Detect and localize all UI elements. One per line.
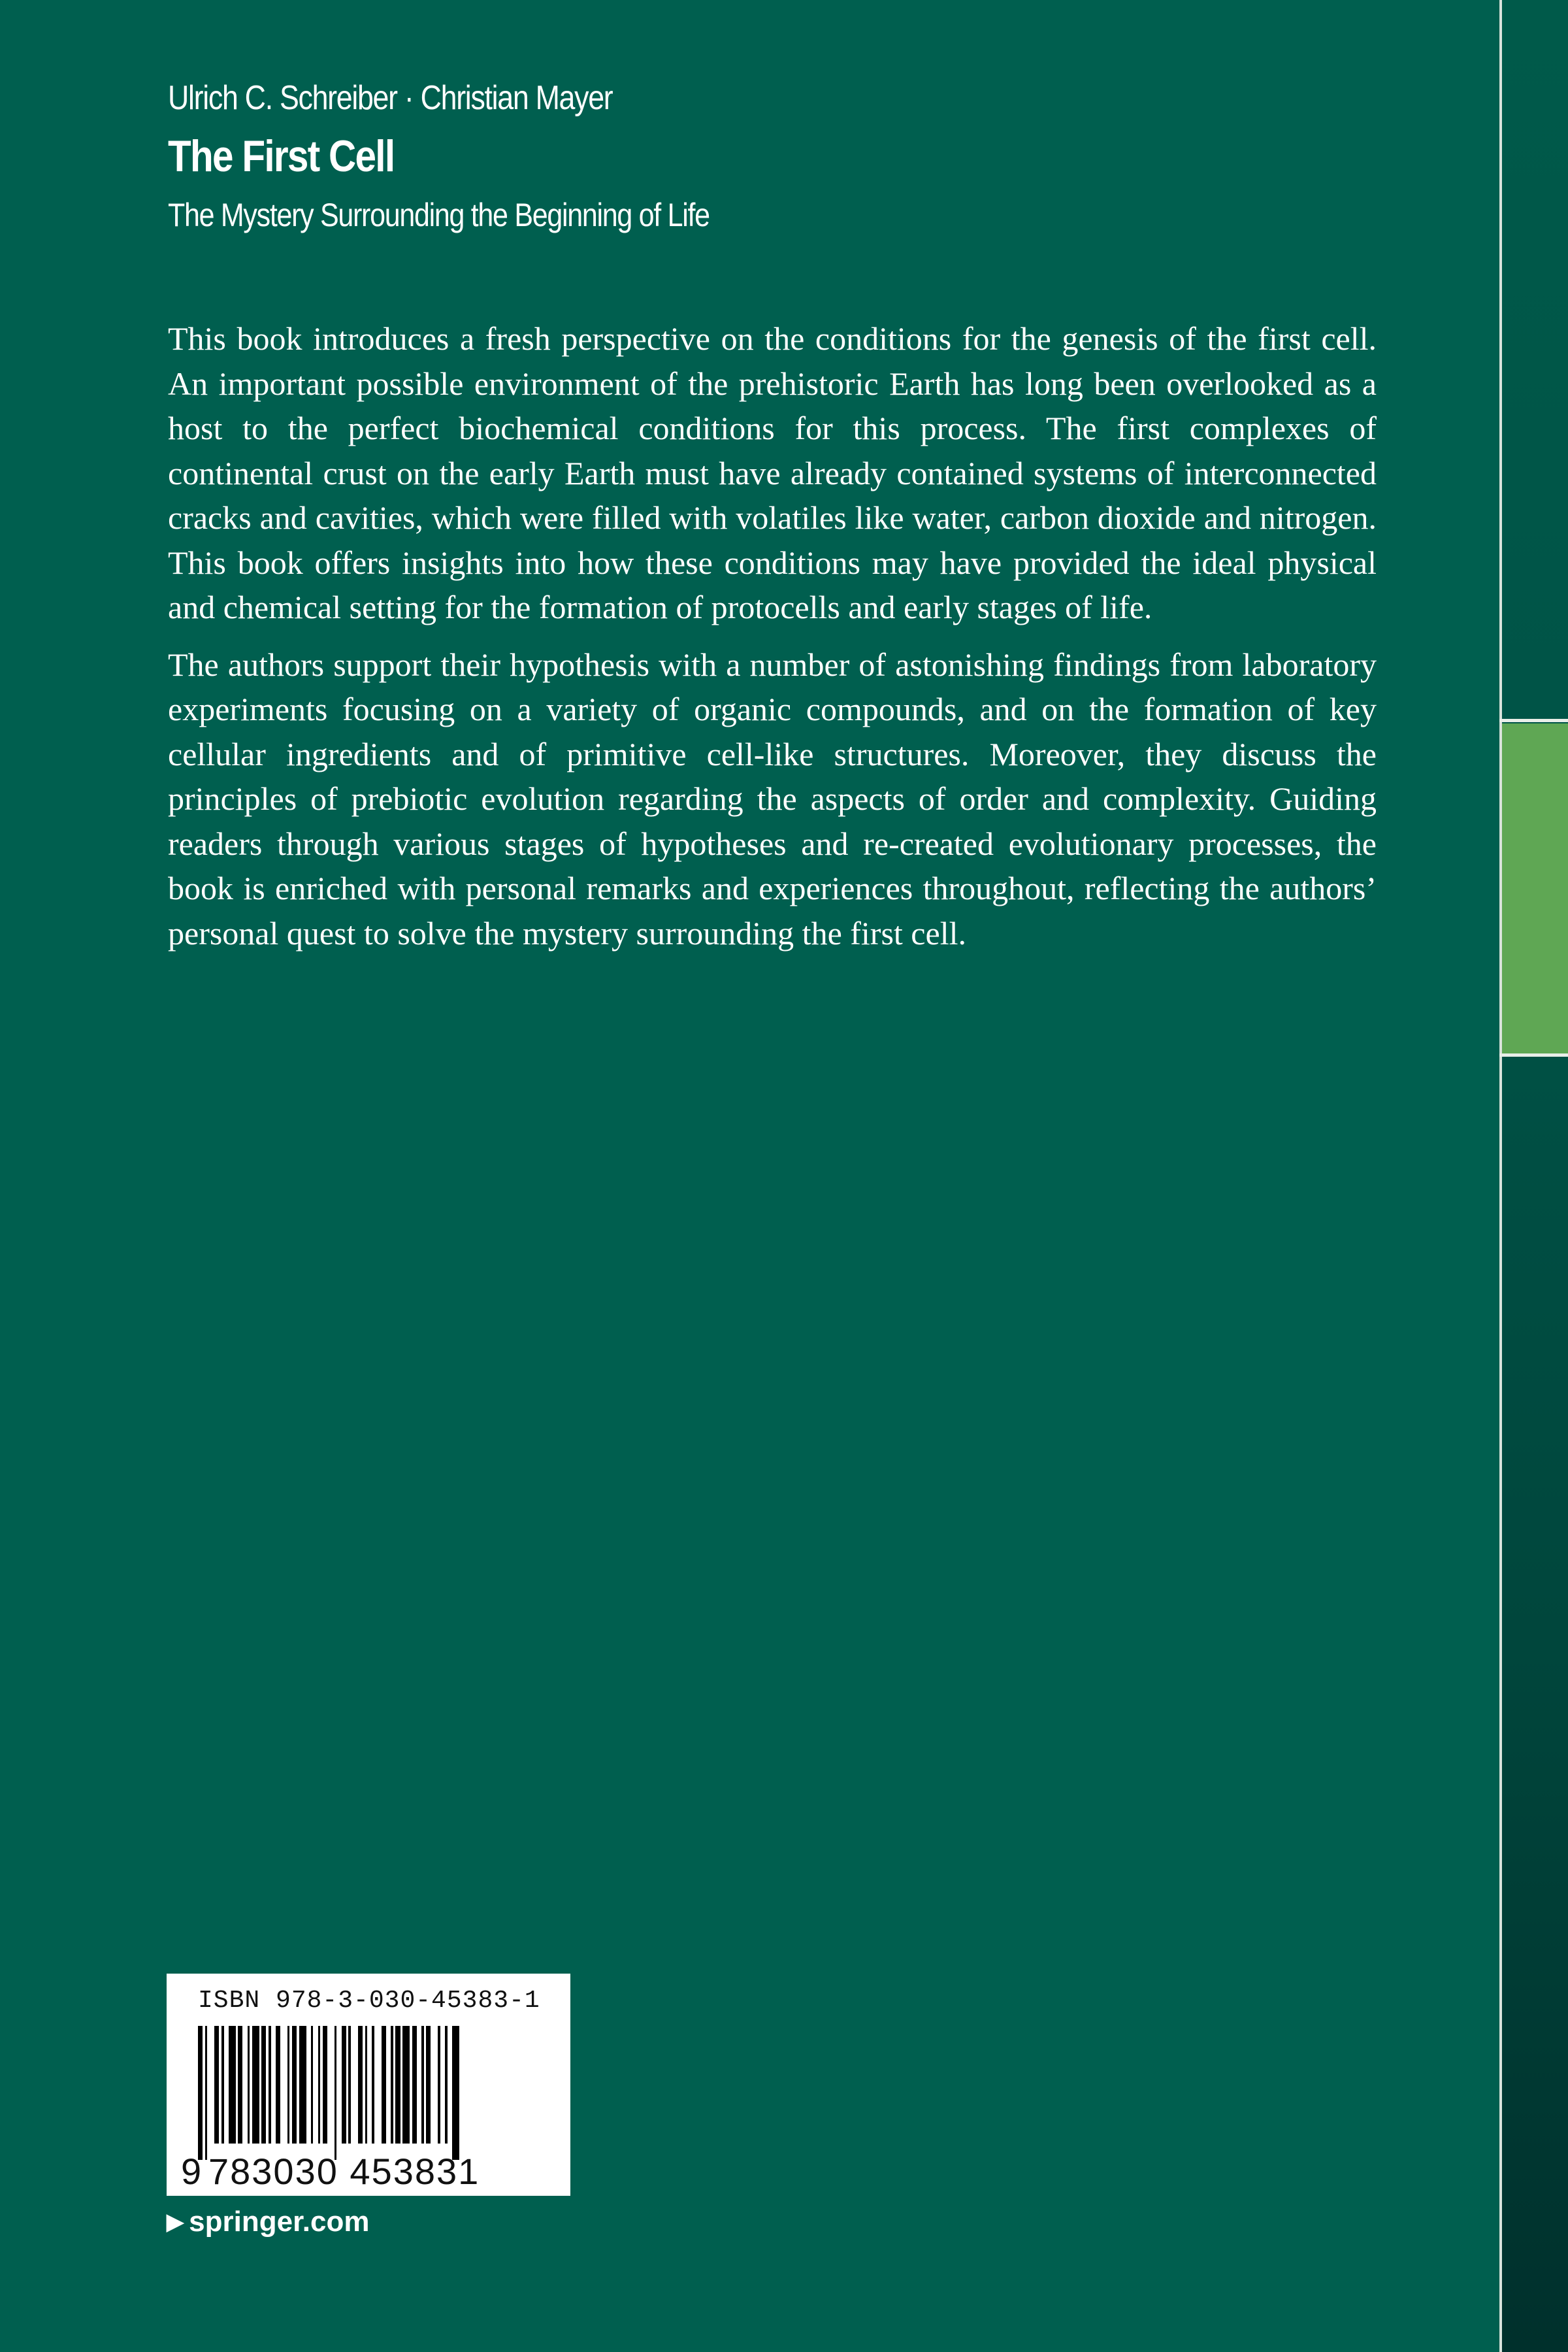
arrow-right-icon: ▶ (167, 2210, 184, 2234)
barcode-bar (365, 2026, 368, 2144)
blurb-paragraph: This book introduces a fresh perspective on the conditions for the genesis of the first cell. An important possible environment of the prehistoric Earth has long been overlooked as a host to the perfect biochemical conditions for this process. The first complexes of continental crust on the early Earth must have already contained systems of interconnected cracks and cavities, which were filled with volatiles like water, carbon dioxide and nitrogen. This book offers insights into how these conditions may have provided the ideal physical and chemical setting for the formation of protocells and early stages of life. (168, 320, 1377, 625)
spine-edge (1499, 0, 1568, 2352)
barcode-bar (299, 2026, 306, 2144)
barcode-bar (221, 2026, 224, 2144)
barcode-bar (438, 2026, 440, 2144)
barcode-bar (372, 2026, 374, 2144)
barcode-bars (198, 2026, 539, 2157)
barcode-bar (229, 2026, 236, 2144)
barcode-bar (395, 2026, 400, 2144)
barcode-bar (323, 2026, 327, 2144)
publisher-link[interactable] (167, 2206, 369, 2238)
barcode-bar (445, 2026, 448, 2144)
barcode-bar (358, 2026, 363, 2144)
barcode-bar (421, 2026, 424, 2144)
barcode-bar (238, 2026, 242, 2144)
barcode-bar (276, 2026, 280, 2144)
barcode-bar (311, 2026, 314, 2144)
spine-green-band (1502, 723, 1568, 1054)
barcode-bar (269, 2026, 271, 2144)
barcode-bar (426, 2026, 431, 2144)
barcode-digit-first: 9 (181, 2151, 202, 2192)
barcode-bar (452, 2026, 459, 2160)
barcode-bar (391, 2026, 393, 2144)
spine-divider-line (1499, 0, 1502, 2352)
barcode-bar (287, 2026, 290, 2144)
spine-separator-bottom (1499, 1053, 1568, 1057)
book-authors: Ulrich C. Schreiber · Christian Mayer (168, 79, 613, 117)
barcode-bar (205, 2026, 208, 2160)
barcode-bar (348, 2026, 351, 2144)
isbn-barcode (167, 1974, 570, 2196)
barcode-bar (198, 2026, 203, 2160)
book-title: The First Cell (168, 131, 395, 181)
spine-separator-top (1499, 719, 1568, 722)
isbn-label: ISBN 978-3-030-45383-1 (198, 1987, 540, 2015)
barcode-bar (252, 2026, 259, 2144)
book-subtitle: The Mystery Surrounding the Beginning of Life (168, 197, 710, 233)
barcode-bar (261, 2026, 266, 2144)
barcode-bar (292, 2026, 297, 2144)
book-header (168, 78, 798, 234)
barcode-bar (318, 2026, 321, 2144)
book-blurb (168, 316, 1377, 968)
barcode-bar (402, 2026, 410, 2144)
barcode-bar (335, 2026, 337, 2160)
barcode-bar (342, 2026, 346, 2144)
publisher-website: springer.com (189, 2206, 370, 2238)
barcode-bar (412, 2026, 417, 2144)
barcode-bar (214, 2026, 219, 2144)
barcode-bar (248, 2026, 250, 2144)
barcode-digits-rest: 783030 453831 (208, 2151, 480, 2192)
barcode-bar (382, 2026, 386, 2144)
blurb-paragraph: The authors support their hypothesis with a number of astonishing findings from laboratory experiments focusing on a variety of organic compounds, and on the formation of key cellular ingredients and of primitive cell-like structures. Moreover, they discuss the principles of prebiotic evolution regarding the aspects of order and complexity. Guiding readers through various stages of hypotheses and re-created evolutionary processes, the book is enriched with personal remarks and experiences throughout, reflecting the authors’ personal quest to solve the mystery surrounding the first cell. (168, 646, 1377, 952)
